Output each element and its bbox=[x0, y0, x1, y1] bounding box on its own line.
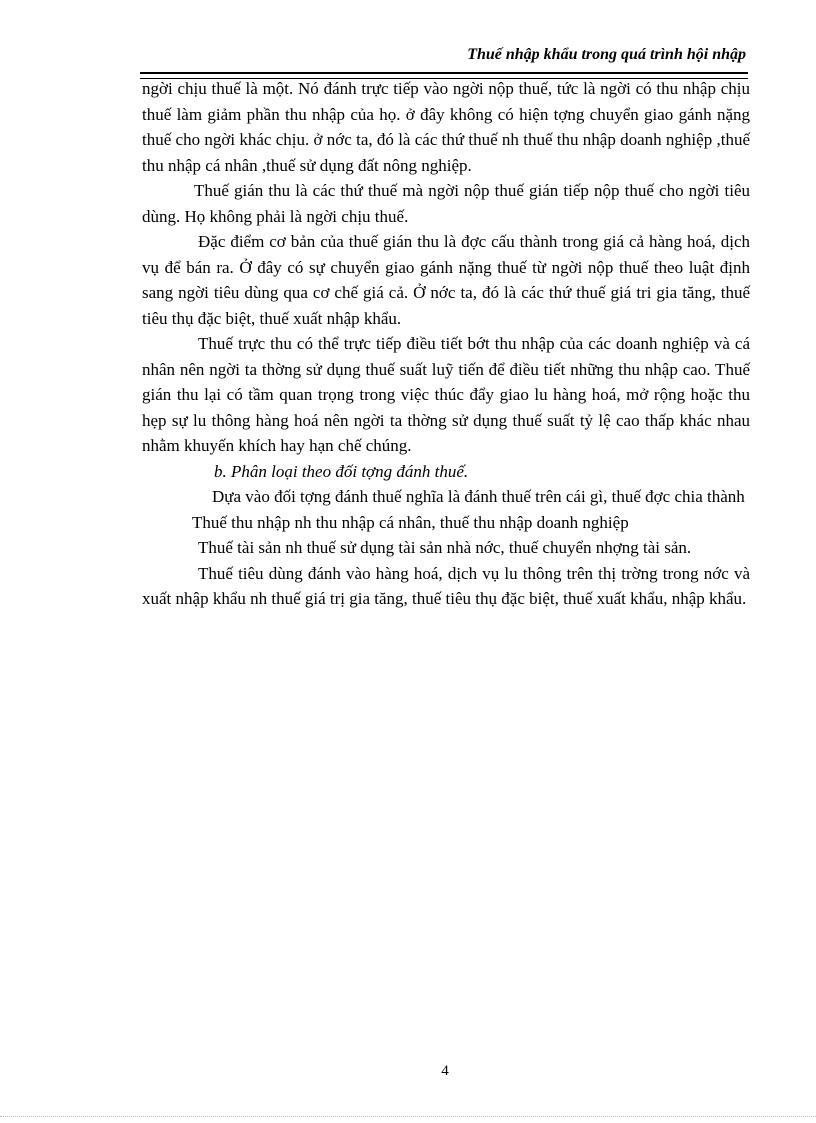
document-body bbox=[142, 76, 750, 612]
running-header: Thuế nhập khẩu trong quá trình hội nhập bbox=[467, 46, 746, 63]
paragraph-direct-tax-continued: ngời chịu thuế là một. Nó đánh trực tiếp vào ngời nộp thuế, tức là ngời có thu nhập chịu thuế làm giảm phần thu nhập của họ. ở đây không có hiện tợng chuyển giao gánh nặng thuế cho ngời khác chịu. ở nớc ta, đó là các thứ thuế nh thuế thu nhập doanh nghiệp ,thuế thu nhập cá nhân ,thuế sử dụng đất nông nghiệp. bbox=[142, 79, 750, 175]
paragraph-classification-intro: Dựa vào đối tợng đánh thuế nghĩa là đánh thuế trên cái gì, thuế đợc chia thành bbox=[212, 487, 745, 506]
paragraph-indirect-tax-features: Đặc điểm cơ bản của thuế gián thu là đợc cấu thành trong giá cả hàng hoá, dịch vụ để bán ra. Ở đây có sự chuyển giao gánh nặng thuế từ ngời nộp thuế theo luật định sang ngời tiêu dùng qua cơ chế giá cả. Ở nớc ta, đó là các thứ thuế giá tri gia tăng, thuế tiêu thụ đặc biệt, thuế xuất nhập khẩu. bbox=[142, 232, 750, 328]
paragraph-property-tax: Thuế tài sản nh thuế sử dụng tài sản nhà nớc, thuế chuyển nhợng tài sản. bbox=[198, 538, 692, 557]
section-heading: b. Phân loại theo đối tợng đánh thuế. bbox=[214, 461, 469, 481]
paragraph-consumption-tax: Thuế tiêu dùng đánh vào hàng hoá, dịch vụ lu thông trên thị trờng trong nớc và xuất nhập khẩu nh thuế giá trị gia tăng, thuế tiêu thụ đặc biệt, thuế xuất khẩu, nhập khẩu. bbox=[142, 563, 750, 608]
paragraph-tax-comparison: Thuế trực thu có thể trực tiếp điều tiết bớt thu nhập của các doanh nghiệp và cá nhân nên ngời ta thờng sử dụng thuế suất luỹ tiến để điều tiết những thu nhập cao. Thuế gián thu lại có tầm quan trọng trong việc thúc đẩy giao lu hàng hoá, mở rộng hoặc thu hẹp sự lu thông hàng hoá nên ngời ta thờng sử dụng thuế suất tỷ lệ cao thấp khác nhau nhằm khuyến khích hay hạn chế chúng. bbox=[142, 334, 750, 455]
footer-rule bbox=[0, 1116, 816, 1117]
paragraph-indirect-tax-definition: Thuế gián thu là các thứ thuế mà ngời nộp thuế gián tiếp nộp thuế cho ngời tiêu dùng. Họ không phải là ngời chịu thuế. bbox=[142, 181, 750, 226]
page-number: 4 bbox=[441, 1063, 449, 1079]
paragraph-income-tax: Thuế thu nhập nh thu nhập cá nhân, thuế thu nhập doanh nghiệp bbox=[192, 512, 629, 532]
